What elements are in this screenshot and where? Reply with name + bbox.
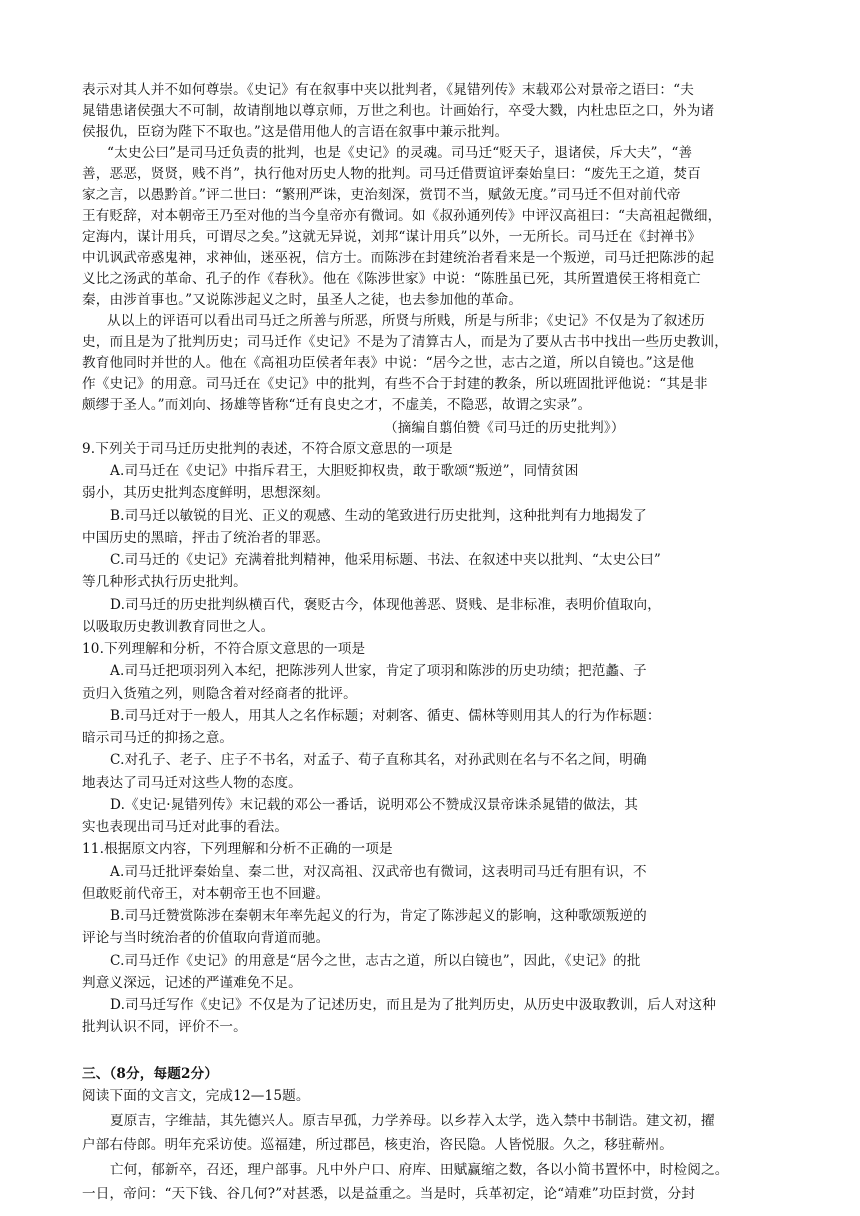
question-option: D.司马迁写作《史记》不仅是为了记述历史，而且是为了批判历史，从历史中汲取教训，后人对这种 xyxy=(110,997,717,1013)
question-option: C.司马迁的《史记》充满着批判精神，他采用标题、书法、在叙述中夹以批判、“太史公曰” xyxy=(110,552,661,568)
question-option-cont: 实也表现出司马迁对此事的看法。 xyxy=(82,819,289,835)
question-option-cont: 评论与当时统治者的价值取向背道而驰。 xyxy=(82,930,330,946)
passage-line: 定海内，谋计用兵，可谓尽之矣。”这就无异说，刘邦“谋计用兵”以外，一无所长。司马迁在《封禅书》 xyxy=(82,229,702,245)
passage-line: 从以上的评语可以看出司马迁之所善与所恶，所贤与所贱，所是与所非；《史记》不仅是为了叙述历 xyxy=(107,313,705,329)
question-option-cont: 暗示司马迁的抑扬之意。 xyxy=(82,730,234,746)
question-option-cont: 中国历史的黑暗，抨击了统治者的罪恶。 xyxy=(82,530,330,546)
question-option: A.司马迁把项羽列入本纪，把陈涉列人世家，肯定了项羽和陈涉的历史功绩；把范蠡、子 xyxy=(110,663,647,679)
section-heading: 三、（8分，每题2分） xyxy=(82,1066,219,1082)
question-option-cont: 但敢贬前代帝王，对本朝帝王也不回避。 xyxy=(82,886,330,902)
question-option-cont: 弱小，其历史批判态度鲜明，思想深刻。 xyxy=(82,485,330,501)
question-option: A.司马迁批评秦始皇、秦二世，对汉高祖、汉武帝也有微词，这表明司马迁有胆有识，不 xyxy=(110,864,647,880)
passage-line: 家之言，以愚黔首。”评二世曰：“繁刑严诛，吏治刻深，赏罚不当，赋敛无度。”司马迁不但对前代帝 xyxy=(82,187,681,203)
question-option-cont: 地表达了司马迁对这些人物的态度。 xyxy=(82,775,302,791)
passage-line: 侯报仇，臣窃为陛下不取也。”这是借用他人的言语在叙事中兼示批判。 xyxy=(82,124,509,140)
question-stem: 10.下列理解和分析，不符合原文意思的一项是 xyxy=(82,641,366,657)
passage-line: 史，而且是为了批判历史；司马迁作《史记》不是为了清算古人，而是为了要从古书中找出一些历史教训， xyxy=(82,334,728,350)
question-option: D.《史记·晁错列传》末记载的邓公一番话，说明邓公不赞成汉景帝诛杀晁错的做法，其 xyxy=(110,797,639,813)
question-option: A.司马迁在《史记》中指斥君王，大胆贬抑权贵，敢于歌颂“叛逆”，同情贫困 xyxy=(110,463,579,479)
question-option: B.司马迁对于一般人，用其人之名作标题；对刺客、循吏、儒林等则用其人的行为作标题： xyxy=(110,708,661,724)
passage-line: 晁错患诸侯强大不可制，故请削地以尊京师，万世之利也。计画始行，卒受大戮，内杜忠臣之口，外为诸 xyxy=(82,103,715,119)
question-option-cont: 判意义深远，记述的严谨难免不足。 xyxy=(82,975,302,991)
passage-source: （摘编自翦伯赞《司马迁的历史批判》） xyxy=(384,420,625,436)
passage-line: 秦，由涉首事也。”又说陈涉起义之时，虽圣人之徒，也去参加他的革命。 xyxy=(82,292,523,308)
passage-line: 王有贬辞，对本朝帝王乃至对他的当今皇帝亦有微词。如《叔孙通列传》中评汉高祖曰：“夫高祖起微细， xyxy=(82,208,722,224)
question-option: C.对孔子、老子、庄子不书名，对孟子、荀子直称其名，对孙武则在名与不名之间，明确 xyxy=(110,752,647,768)
question-option: D.司马迁的历史批判纵横百代，褒贬古今，体现他善恶、贤贱、是非标准，表明价值取向， xyxy=(110,597,662,613)
passage-line: 义比之汤武的革命、孔子的作《春秋》。他在《陈涉世家》中说：“陈胜虽已死，其所置遣侯王将相竟亡 xyxy=(82,271,701,287)
passage-line: 善，恶恶，贤贤，贱不肖”，执行他对历史人物的批判。司马迁借贾谊评秦始皇曰：“废先王之道，焚百 xyxy=(82,166,701,182)
question-option: B.司马迁以敏锐的目光、正义的观感、生动的笔致进行历史批判，这种批判有力地揭发了 xyxy=(110,508,647,524)
question-option-cont: 以吸取历史教训教育同世之人。 xyxy=(82,619,275,635)
question-stem: 9.下列关于司马迁历史批判的表述，不符合原文意思的一项是 xyxy=(82,441,453,457)
classical-text-line: 户部右侍郎。明年充采访使。巡福建，所过郡邑，核吏治，咨民隐。人皆悦服。久之，移驻蕲州。 xyxy=(82,1137,673,1153)
passage-line: 中讥讽武帝惑鬼神，求神仙，迷巫祝，信方士。而陈涉在封建统治者看来是一个叛逆，司马迁把陈涉的起 xyxy=(82,250,715,266)
classical-text-line: 一日，帝问：“天下钱、谷几何?”对甚悉，以是益重之。当是时，兵革初定，论“靖难”功臣封赏，分封 xyxy=(82,1186,696,1202)
passage-line: 教育他同时并世的人。他在《高祖功臣侯者年表》中说：“居今之世，志古之道，所以自镜也。”这是他 xyxy=(82,355,695,371)
passage-line: 作《史记》的用意。司马迁在《史记》中的批判，有些不合于封建的教条，所以班固批评他说：“其是非 xyxy=(82,376,708,392)
passage-line: “太史公曰”是司马迁负责的批判，也是《史记》的灵魂。司马迁“贬天子，退诸侯，斥大夫”，“善 xyxy=(107,145,693,161)
question-option: C.司马迁作《史记》的用意是“居今之世，志古之道，所以白镜也”，因此，《史记》的批 xyxy=(110,953,641,969)
classical-text-line: 亡何，郁新卒，召还，理户部事。凡中外户口、府库、田赋赢缩之数，各以小简书置怀中，时检阅之。 xyxy=(110,1162,729,1178)
classical-text-line: 夏原吉，字维喆，其先德兴人。原吉早孤，力学养母。以乡荐入太学，选入禁中书制诰。建文初，擢 xyxy=(110,1113,715,1129)
question-option-cont: 批判认识不同，评价不一。 xyxy=(82,1019,247,1035)
question-option: B.司马迁赞赏陈涉在秦朝末年率先起义的行为，肯定了陈涉起义的影响，这种歌颂叛逆的 xyxy=(110,908,647,924)
question-option-cont: 等几种形式执行历史批判。 xyxy=(82,574,247,590)
section-instruction: 阅读下面的文言文，完成12—15题。 xyxy=(82,1088,310,1104)
passage-line: 颇缪于圣人。”而刘向、扬雄等皆称“迁有良史之才，不虚美，不隐恶，故谓之实录”。 xyxy=(82,397,592,413)
question-stem: 11.根据原文内容，下列理解和分析不正确的一项是 xyxy=(82,841,393,857)
passage-line: 表示对其人并不如何尊崇。《史记》有在叙事中夹以批判者，《晁错列传》末载邓公对景帝之语曰：“夫 xyxy=(82,82,694,98)
question-option-cont: 贡归入货殖之列，则隐含着对经商者的批评。 xyxy=(82,686,357,702)
